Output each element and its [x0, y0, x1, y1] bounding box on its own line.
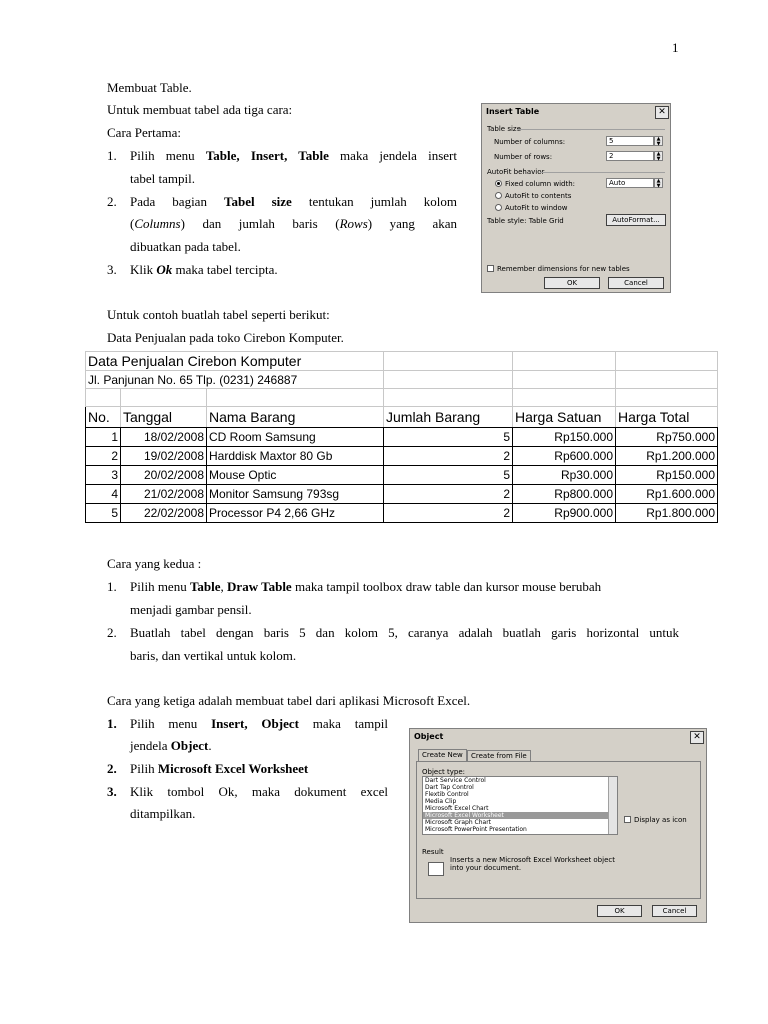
step-1-cont: tabel tampil. — [130, 171, 195, 186]
close-icon[interactable]: ✕ — [690, 731, 704, 744]
table-cell: 2 — [384, 504, 513, 523]
table-row — [86, 466, 718, 485]
spinner-icon[interactable]: ▲ ▼ — [654, 136, 663, 146]
step-2-cont: dibuatkan pada tabel. — [130, 239, 241, 254]
autofit-label: AutoFit behavior — [487, 168, 545, 176]
table-cell: CD Room Samsung — [207, 428, 384, 447]
table-cell: 5 — [384, 466, 513, 485]
table-cell: 18/02/2008 — [121, 428, 207, 447]
remember-checkbox[interactable] — [487, 265, 494, 272]
step-2-text: Pada bagian Tabel size tentukan jumlah kolom — [130, 194, 458, 209]
table-size-label: Table size — [487, 125, 521, 133]
table-cell: Harddisk Maxtor 80 Gb — [207, 447, 384, 466]
table-cell: Mouse Optic — [207, 466, 384, 485]
step-2-line2: (Columns) dan jumlah baris (Rows) yang akan — [130, 216, 458, 231]
fixed-width-input[interactable]: Auto — [606, 178, 654, 188]
autoformat-button[interactable]: AutoFormat... — [606, 214, 666, 226]
ok-button[interactable]: OK — [597, 905, 642, 917]
autofit-window-radio[interactable] — [495, 204, 502, 211]
page-number: 1 — [672, 40, 679, 55]
insert-table-dialog — [481, 103, 671, 293]
autofit-window-label: AutoFit to window — [505, 204, 568, 212]
fixed-width-label: Fixed column width: — [505, 180, 576, 188]
display-icon-checkbox[interactable] — [624, 816, 631, 823]
tab-create-new[interactable]: Create New — [418, 749, 467, 761]
column-header: No. — [86, 407, 121, 428]
list-item[interactable]: Media Clip — [425, 798, 457, 805]
third-way-heading: Cara yang ketiga adalah membuat tabel dari aplikasi Microsoft Excel. — [107, 693, 471, 708]
data-line: Data Penjualan pada toko Cirebon Komputer. — [107, 330, 344, 345]
group-divider — [540, 172, 665, 173]
ok-button[interactable]: OK — [544, 277, 600, 289]
intro-text: Untuk membuat tabel ada tiga cara: — [107, 102, 293, 117]
step-number: 1. — [107, 579, 117, 594]
third-step-2-text: Pilih Microsoft Excel Worksheet — [130, 761, 309, 776]
table-cell: 2 — [384, 447, 513, 466]
step-3-text: Klik Ok maka tabel tercipta. — [130, 262, 278, 277]
fixed-width-radio[interactable] — [495, 180, 502, 187]
second-step-1-cont: menjadi gambar pensil. — [130, 602, 252, 617]
step-number: 2. — [107, 625, 117, 640]
table-cell: 21/02/2008 — [121, 485, 207, 504]
step-number: 1. — [107, 148, 117, 163]
table-cell: Rp150.000 — [513, 428, 616, 447]
table-cell: 1 — [86, 428, 121, 447]
rows-label: Number of rows: — [494, 153, 553, 161]
second-step-2-text: Buatlah tabel dengan baris 5 dan kolom 5, caranya adalah buatlah garis horizontal untuk — [130, 625, 679, 640]
table-style-label: Table style: Table Grid — [487, 217, 564, 225]
table-cell: 5 — [86, 504, 121, 523]
sales-table — [85, 351, 718, 523]
third-step-3-cont: ditampilkan. — [130, 806, 196, 821]
table-cell: 5 — [384, 428, 513, 447]
list-item[interactable]: Microsoft Excel Chart — [425, 805, 489, 812]
table-cell: 4 — [86, 485, 121, 504]
scrollbar[interactable] — [608, 777, 617, 834]
table-cell: Rp150.000 — [616, 466, 718, 485]
table-cell: Rp30.000 — [513, 466, 616, 485]
spinner-icon[interactable]: ▲ ▼ — [654, 178, 663, 188]
table-address: Jl. Panjunan No. 65 Tlp. (0231) 246887 — [86, 371, 384, 389]
third-step-1-cont: jendela Object. — [130, 738, 212, 753]
object-dialog — [409, 728, 707, 923]
column-header: Jumlah Barang — [384, 407, 513, 428]
table-header-row — [86, 407, 718, 428]
table-cell: 22/02/2008 — [121, 504, 207, 523]
step-number: 3. — [107, 784, 117, 799]
third-step-3-text: Klik tombol Ok, maka dokument excel — [130, 784, 388, 799]
excel-preview-icon — [428, 862, 444, 876]
table-row — [86, 447, 718, 466]
table-title: Data Penjualan Cirebon Komputer — [86, 352, 384, 371]
table-cell: Rp800.000 — [513, 485, 616, 504]
autofit-contents-label: AutoFit to contents — [505, 192, 572, 200]
step-1-text: Pilih menu Table, Insert, Table maka jendela insert — [130, 148, 457, 163]
list-item[interactable]: Dart Tap Control — [425, 784, 474, 791]
autofit-contents-radio[interactable] — [495, 192, 502, 199]
result-label: Result — [422, 848, 444, 856]
table-row — [86, 428, 718, 447]
step-number: 2. — [107, 194, 117, 209]
table-row — [86, 485, 718, 504]
table-cell: Rp1.600.000 — [616, 485, 718, 504]
object-type-label: Object type: — [422, 768, 466, 776]
step-number: 1. — [107, 716, 117, 731]
step-number: 3. — [107, 262, 117, 277]
section-title: Membuat Table. — [107, 80, 192, 95]
result-text: Inserts a new Microsoft Excel Worksheet object — [450, 856, 615, 864]
result-text: into your document. — [450, 864, 522, 872]
list-item[interactable]: Microsoft Graph Chart — [425, 819, 492, 826]
columns-label: Number of columns: — [494, 138, 566, 146]
list-item[interactable]: Microsoft PowerPoint Presentation — [425, 826, 527, 833]
object-type-list[interactable] — [422, 776, 618, 835]
second-step-1-text: Pilih menu Table, Draw Table maka tampil toolbox draw table dan kursor mouse berubah — [130, 579, 602, 594]
list-item[interactable]: Microsoft Excel Worksheet — [423, 812, 617, 819]
step-number: 2. — [107, 761, 117, 776]
table-cell: 19/02/2008 — [121, 447, 207, 466]
tab-create-from-file[interactable]: Create from File — [467, 750, 531, 762]
table-cell: Rp900.000 — [513, 504, 616, 523]
column-header: Harga Total — [616, 407, 718, 428]
first-way-heading: Cara Pertama: — [107, 125, 181, 140]
table-cell: 2 — [384, 485, 513, 504]
display-icon-label: Display as icon — [634, 816, 687, 824]
table-cell: 2 — [86, 447, 121, 466]
cancel-button[interactable]: Cancel — [608, 277, 664, 289]
table-cell: Monitor Samsung 793sg — [207, 485, 384, 504]
list-item[interactable]: Flextib Control — [425, 791, 469, 798]
column-header: Nama Barang — [207, 407, 384, 428]
table-cell: Rp1.200.000 — [616, 447, 718, 466]
column-header: Tanggal — [121, 407, 207, 428]
second-step-2-cont: baris, dan vertikal untuk kolom. — [130, 648, 297, 663]
table-row — [86, 504, 718, 523]
column-header: Harga Satuan — [513, 407, 616, 428]
third-step-1-text: Pilih menu Insert, Object maka tampil — [130, 716, 389, 731]
spinner-icon[interactable]: ▲ ▼ — [654, 151, 663, 161]
table-cell: Rp1.800.000 — [616, 504, 718, 523]
second-way-heading: Cara yang kedua : — [107, 556, 202, 571]
close-icon[interactable]: ✕ — [655, 106, 669, 119]
table-cell: Rp750.000 — [616, 428, 718, 447]
table-cell: 3 — [86, 466, 121, 485]
remember-label: Remember dimensions for new tables — [497, 265, 630, 273]
list-item[interactable]: Dart Service Control — [425, 777, 486, 784]
table-cell: Processor P4 2,66 GHz — [207, 504, 384, 523]
dialog-title: Object — [410, 729, 706, 743]
table-cell: 20/02/2008 — [121, 466, 207, 485]
dialog-title: Insert Table — [482, 104, 670, 118]
group-divider — [517, 129, 665, 130]
cancel-button[interactable]: Cancel — [652, 905, 697, 917]
columns-input[interactable]: 5 — [606, 136, 654, 146]
rows-input[interactable]: 2 — [606, 151, 654, 161]
example-text: Untuk contoh buatlah tabel seperti berikut: — [107, 307, 330, 322]
table-cell: Rp600.000 — [513, 447, 616, 466]
